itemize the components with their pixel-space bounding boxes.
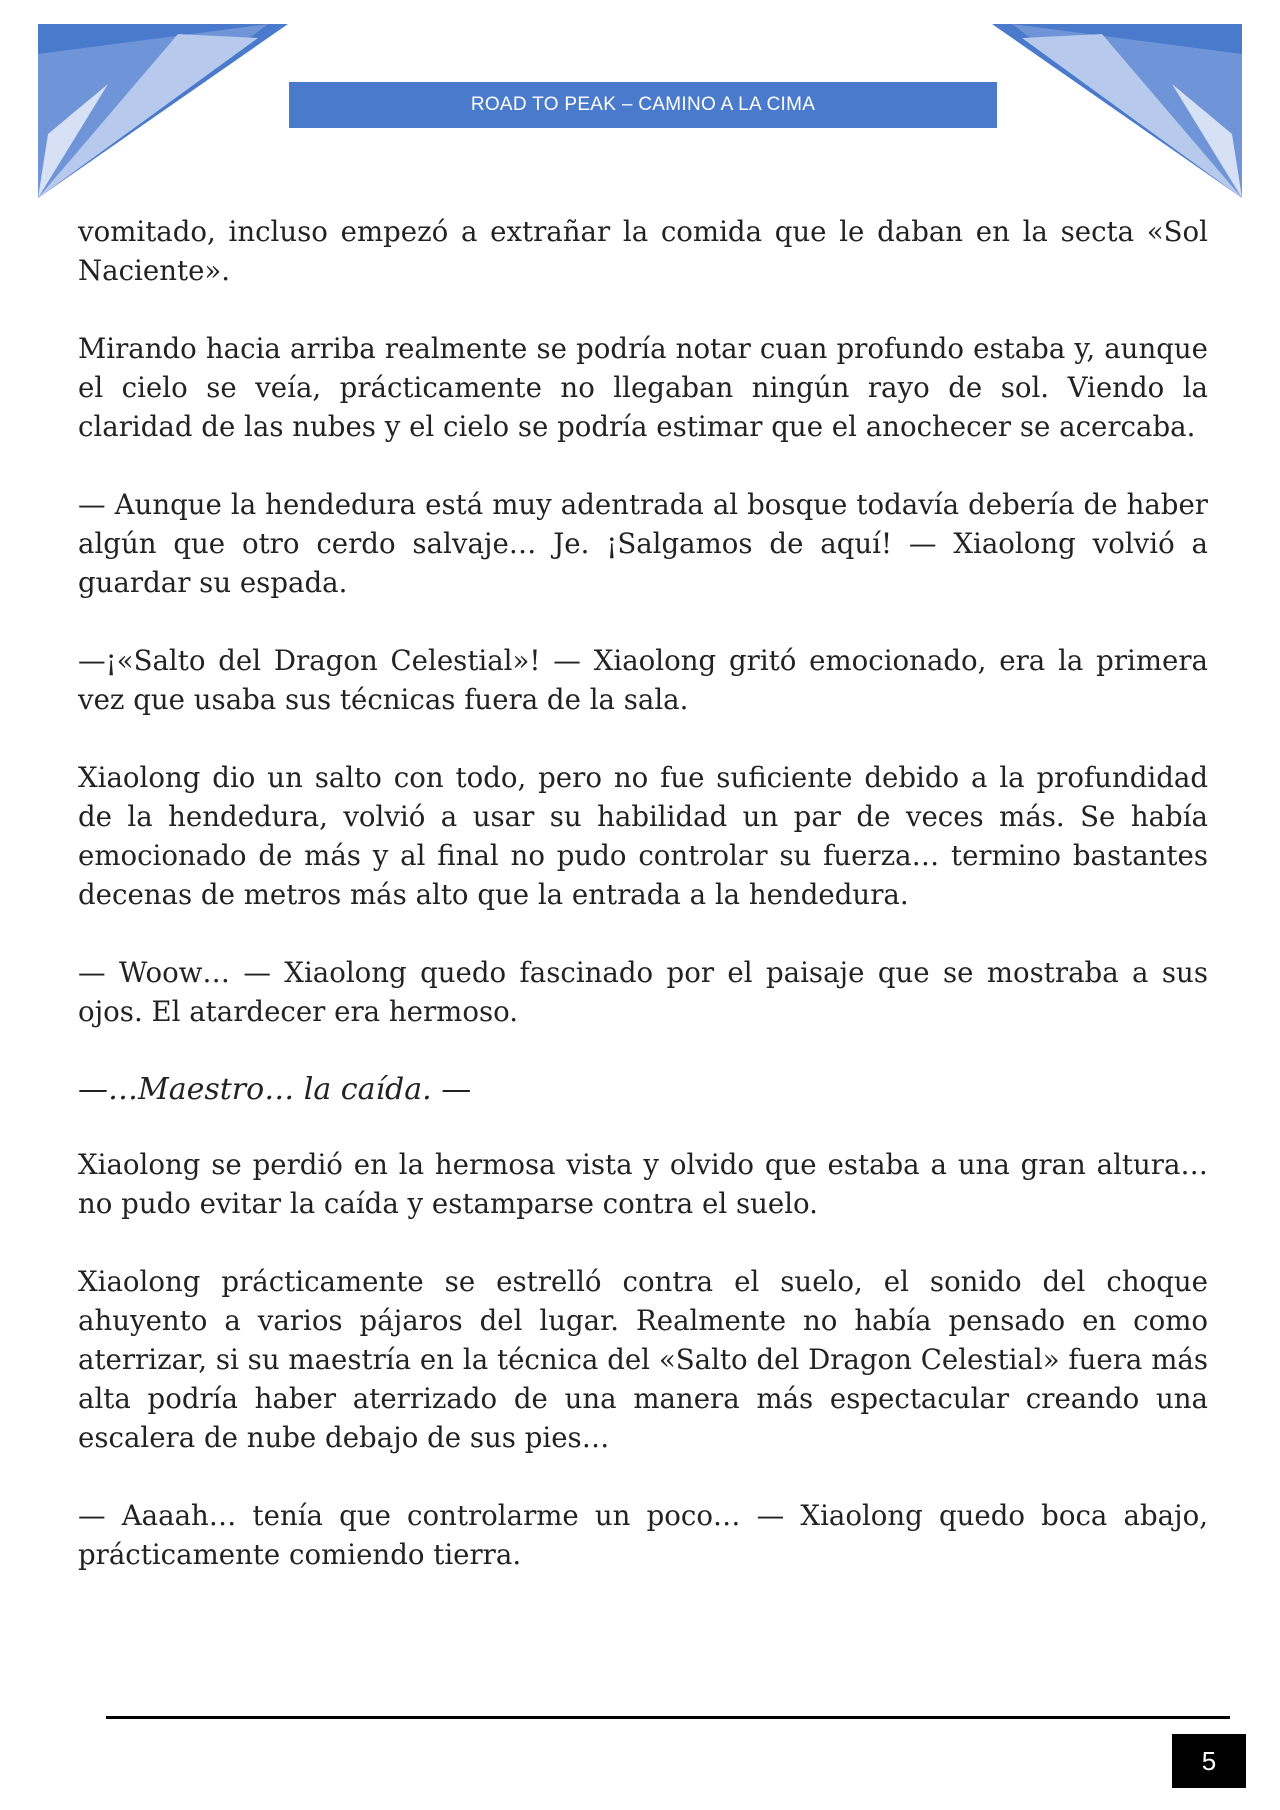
paragraph: Xiaolong se perdió en la hermosa vista y olvido que estaba a una gran altura… no pudo evitar la caída y estamparse contra el suelo.	[78, 1148, 1208, 1220]
footer-divider	[106, 1716, 1230, 1719]
paragraph: —¡«Salto del Dragon Celestial»! — Xiaolong gritó emocionado, era la primera vez que usaba sus técnicas fuera de la sala.	[78, 644, 1208, 716]
italic-thought-paragraph: —…Maestro… la caída. —	[78, 1072, 472, 1107]
paragraph: vomitado, incluso empezó a extrañar la comida que le daban en la secta «Sol Naciente».	[78, 215, 1208, 287]
paragraph: Mirando hacia arriba realmente se podría notar cuan profundo estaba y, aunque el cielo se veía, prácticamente no llegaban ningún rayo de sol. Viendo la claridad de las nubes y el cielo se podría estimar que el anochecer se acercaba.	[78, 332, 1208, 443]
page-number-box	[1172, 1734, 1246, 1788]
paragraph: — Aaaah… tenía que controlarme un poco… — Xiaolong quedo boca abajo, prácticamente comiendo tierra.	[78, 1499, 1208, 1571]
paragraph: Xiaolong prácticamente se estrelló contra el suelo, el sonido del choque ahuyento a varios pájaros del lugar. Realmente no había pensado en como aterrizar, si su maestría en la técnica del «Salto del Dragon Celestial» fuera más alta podría haber aterrizado de una manera más espectacular creando una escalera de nube debajo de sus pies…	[78, 1265, 1208, 1454]
running-header	[289, 82, 997, 128]
header-corner-decoration-right	[992, 24, 1242, 198]
running-header-title: ROAD TO PEAK – CAMINO A LA CIMA	[470, 94, 816, 115]
body-text	[78, 212, 1208, 1613]
header-corner-decoration-left	[38, 24, 288, 198]
page-number: 5	[1201, 1745, 1217, 1776]
paragraph: — Aunque la hendedura está muy adentrada al bosque todavía debería de haber algún que otro cerdo salvaje… Je. ¡Salgamos de aquí! — Xiaolong volvió a guardar su espada.	[78, 488, 1208, 599]
paragraph: Xiaolong dio un salto con todo, pero no fue suficiente debido a la profundidad de la hendedura, volvió a usar su habilidad un par de veces más. Se había emocionado de más y al final no pudo controlar su fuerza… termino bastantes decenas de metros más alto que la entrada a la hendedura.	[78, 761, 1208, 911]
paragraph: — Woow… — Xiaolong quedo fascinado por el paisaje que se mostraba a sus ojos. El atardecer era hermoso.	[78, 956, 1208, 1028]
